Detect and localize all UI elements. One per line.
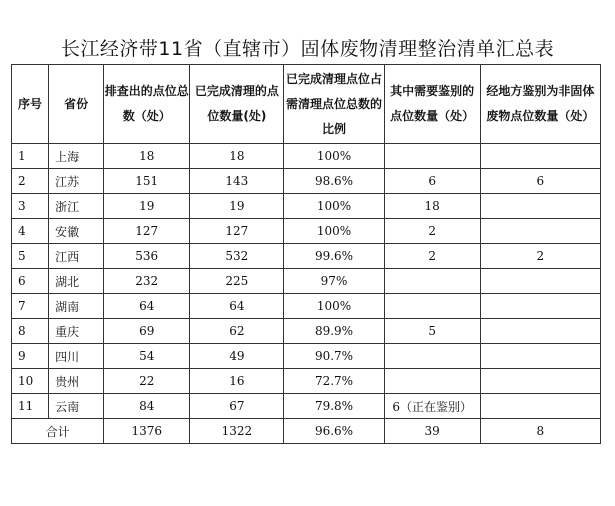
total-cleared: 1322 [190, 419, 284, 444]
row-identify-sites: 2 [384, 219, 480, 244]
row-identify-sites [384, 369, 480, 394]
row-province: 上海 [49, 144, 104, 169]
row-cleared-ratio: 100% [284, 144, 384, 169]
row-non-waste-sites [480, 344, 600, 369]
total-identify: 39 [384, 419, 480, 444]
table-row [12, 369, 601, 394]
row-total-sites: 64 [104, 294, 190, 319]
row-cleared-ratio: 89.9% [284, 319, 384, 344]
row-index: 11 [12, 394, 49, 419]
row-province: 江苏 [49, 169, 104, 194]
row-province: 湖北 [49, 269, 104, 294]
table-row [12, 344, 601, 369]
row-cleared-sites: 532 [190, 244, 284, 269]
header-identify-sites: 其中需要鉴别的点位数量（处） [384, 65, 480, 144]
row-index: 9 [12, 344, 49, 369]
row-identify-sites: 5 [384, 319, 480, 344]
table-row [12, 294, 601, 319]
header-index: 序号 [12, 65, 49, 144]
table-row [12, 319, 601, 344]
row-non-waste-sites [480, 219, 600, 244]
total-non-waste: 8 [480, 419, 600, 444]
row-province: 四川 [49, 344, 104, 369]
row-index: 3 [12, 194, 49, 219]
row-cleared-ratio: 100% [284, 294, 384, 319]
row-cleared-ratio: 79.8% [284, 394, 384, 419]
table-row [12, 194, 601, 219]
row-cleared-sites: 225 [190, 269, 284, 294]
row-total-sites: 232 [104, 269, 190, 294]
table-row [12, 219, 601, 244]
header-cleared-ratio: 已完成清理点位占需清理点位总数的比例 [284, 65, 384, 144]
row-identify-sites: 2 [384, 244, 480, 269]
row-identify-sites [384, 144, 480, 169]
row-province: 云南 [49, 394, 104, 419]
row-index: 8 [12, 319, 49, 344]
row-total-sites: 18 [104, 144, 190, 169]
total-sites: 1376 [104, 419, 190, 444]
row-total-sites: 127 [104, 219, 190, 244]
row-cleared-sites: 127 [190, 219, 284, 244]
page-title: 长江经济带11省（直辖市）固体废物清理整治清单汇总表 [60, 38, 555, 60]
row-province: 浙江 [49, 194, 104, 219]
row-non-waste-sites [480, 369, 600, 394]
row-index: 1 [12, 144, 49, 169]
row-index: 7 [12, 294, 49, 319]
row-index: 10 [12, 369, 49, 394]
row-identify-sites: 6 [384, 169, 480, 194]
row-cleared-ratio: 98.6% [284, 169, 384, 194]
row-non-waste-sites [480, 394, 600, 419]
row-total-sites: 19 [104, 194, 190, 219]
row-non-waste-sites: 2 [480, 244, 600, 269]
row-identify-sites [384, 294, 480, 319]
total-ratio: 96.6% [284, 419, 384, 444]
table-row [12, 269, 601, 294]
summary-table [11, 64, 601, 444]
row-cleared-sites: 64 [190, 294, 284, 319]
row-identify-sites: 18 [384, 194, 480, 219]
row-identify-sites [384, 344, 480, 369]
row-total-sites: 151 [104, 169, 190, 194]
row-non-waste-sites [480, 319, 600, 344]
row-identify-sites [384, 269, 480, 294]
row-identify-sites: 6（正在鉴别） [384, 394, 480, 419]
row-province: 安徽 [49, 219, 104, 244]
row-total-sites: 84 [104, 394, 190, 419]
row-total-sites: 22 [104, 369, 190, 394]
row-cleared-sites: 67 [190, 394, 284, 419]
header-total-sites: 排查出的点位总数（处） [104, 65, 190, 144]
row-cleared-sites: 18 [190, 144, 284, 169]
row-cleared-sites: 62 [190, 319, 284, 344]
row-cleared-ratio: 72.7% [284, 369, 384, 394]
row-index: 2 [12, 169, 49, 194]
table-row [12, 244, 601, 269]
table-row [12, 394, 601, 419]
row-cleared-ratio: 99.6% [284, 244, 384, 269]
total-label: 合计 [12, 419, 104, 444]
table-row [12, 144, 601, 169]
row-province: 湖南 [49, 294, 104, 319]
row-total-sites: 536 [104, 244, 190, 269]
row-cleared-ratio: 97% [284, 269, 384, 294]
row-non-waste-sites [480, 269, 600, 294]
row-total-sites: 54 [104, 344, 190, 369]
row-cleared-sites: 19 [190, 194, 284, 219]
header-non-waste-sites: 经地方鉴别为非固体废物点位数量（处） [480, 65, 600, 144]
table-header-row [12, 65, 601, 144]
row-cleared-sites: 49 [190, 344, 284, 369]
row-cleared-sites: 143 [190, 169, 284, 194]
row-cleared-ratio: 100% [284, 219, 384, 244]
row-cleared-ratio: 100% [284, 194, 384, 219]
header-province: 省份 [49, 65, 104, 144]
table-row [12, 169, 601, 194]
row-province: 江西 [49, 244, 104, 269]
row-cleared-ratio: 90.7% [284, 344, 384, 369]
header-cleared-sites: 已完成清理的点位数量(处) [190, 65, 284, 144]
row-index: 5 [12, 244, 49, 269]
row-total-sites: 69 [104, 319, 190, 344]
row-index: 4 [12, 219, 49, 244]
row-non-waste-sites [480, 194, 600, 219]
row-non-waste-sites [480, 144, 600, 169]
row-index: 6 [12, 269, 49, 294]
row-province: 贵州 [49, 369, 104, 394]
row-non-waste-sites [480, 294, 600, 319]
table-total-row [12, 419, 601, 444]
row-cleared-sites: 16 [190, 369, 284, 394]
row-non-waste-sites: 6 [480, 169, 600, 194]
row-province: 重庆 [49, 319, 104, 344]
